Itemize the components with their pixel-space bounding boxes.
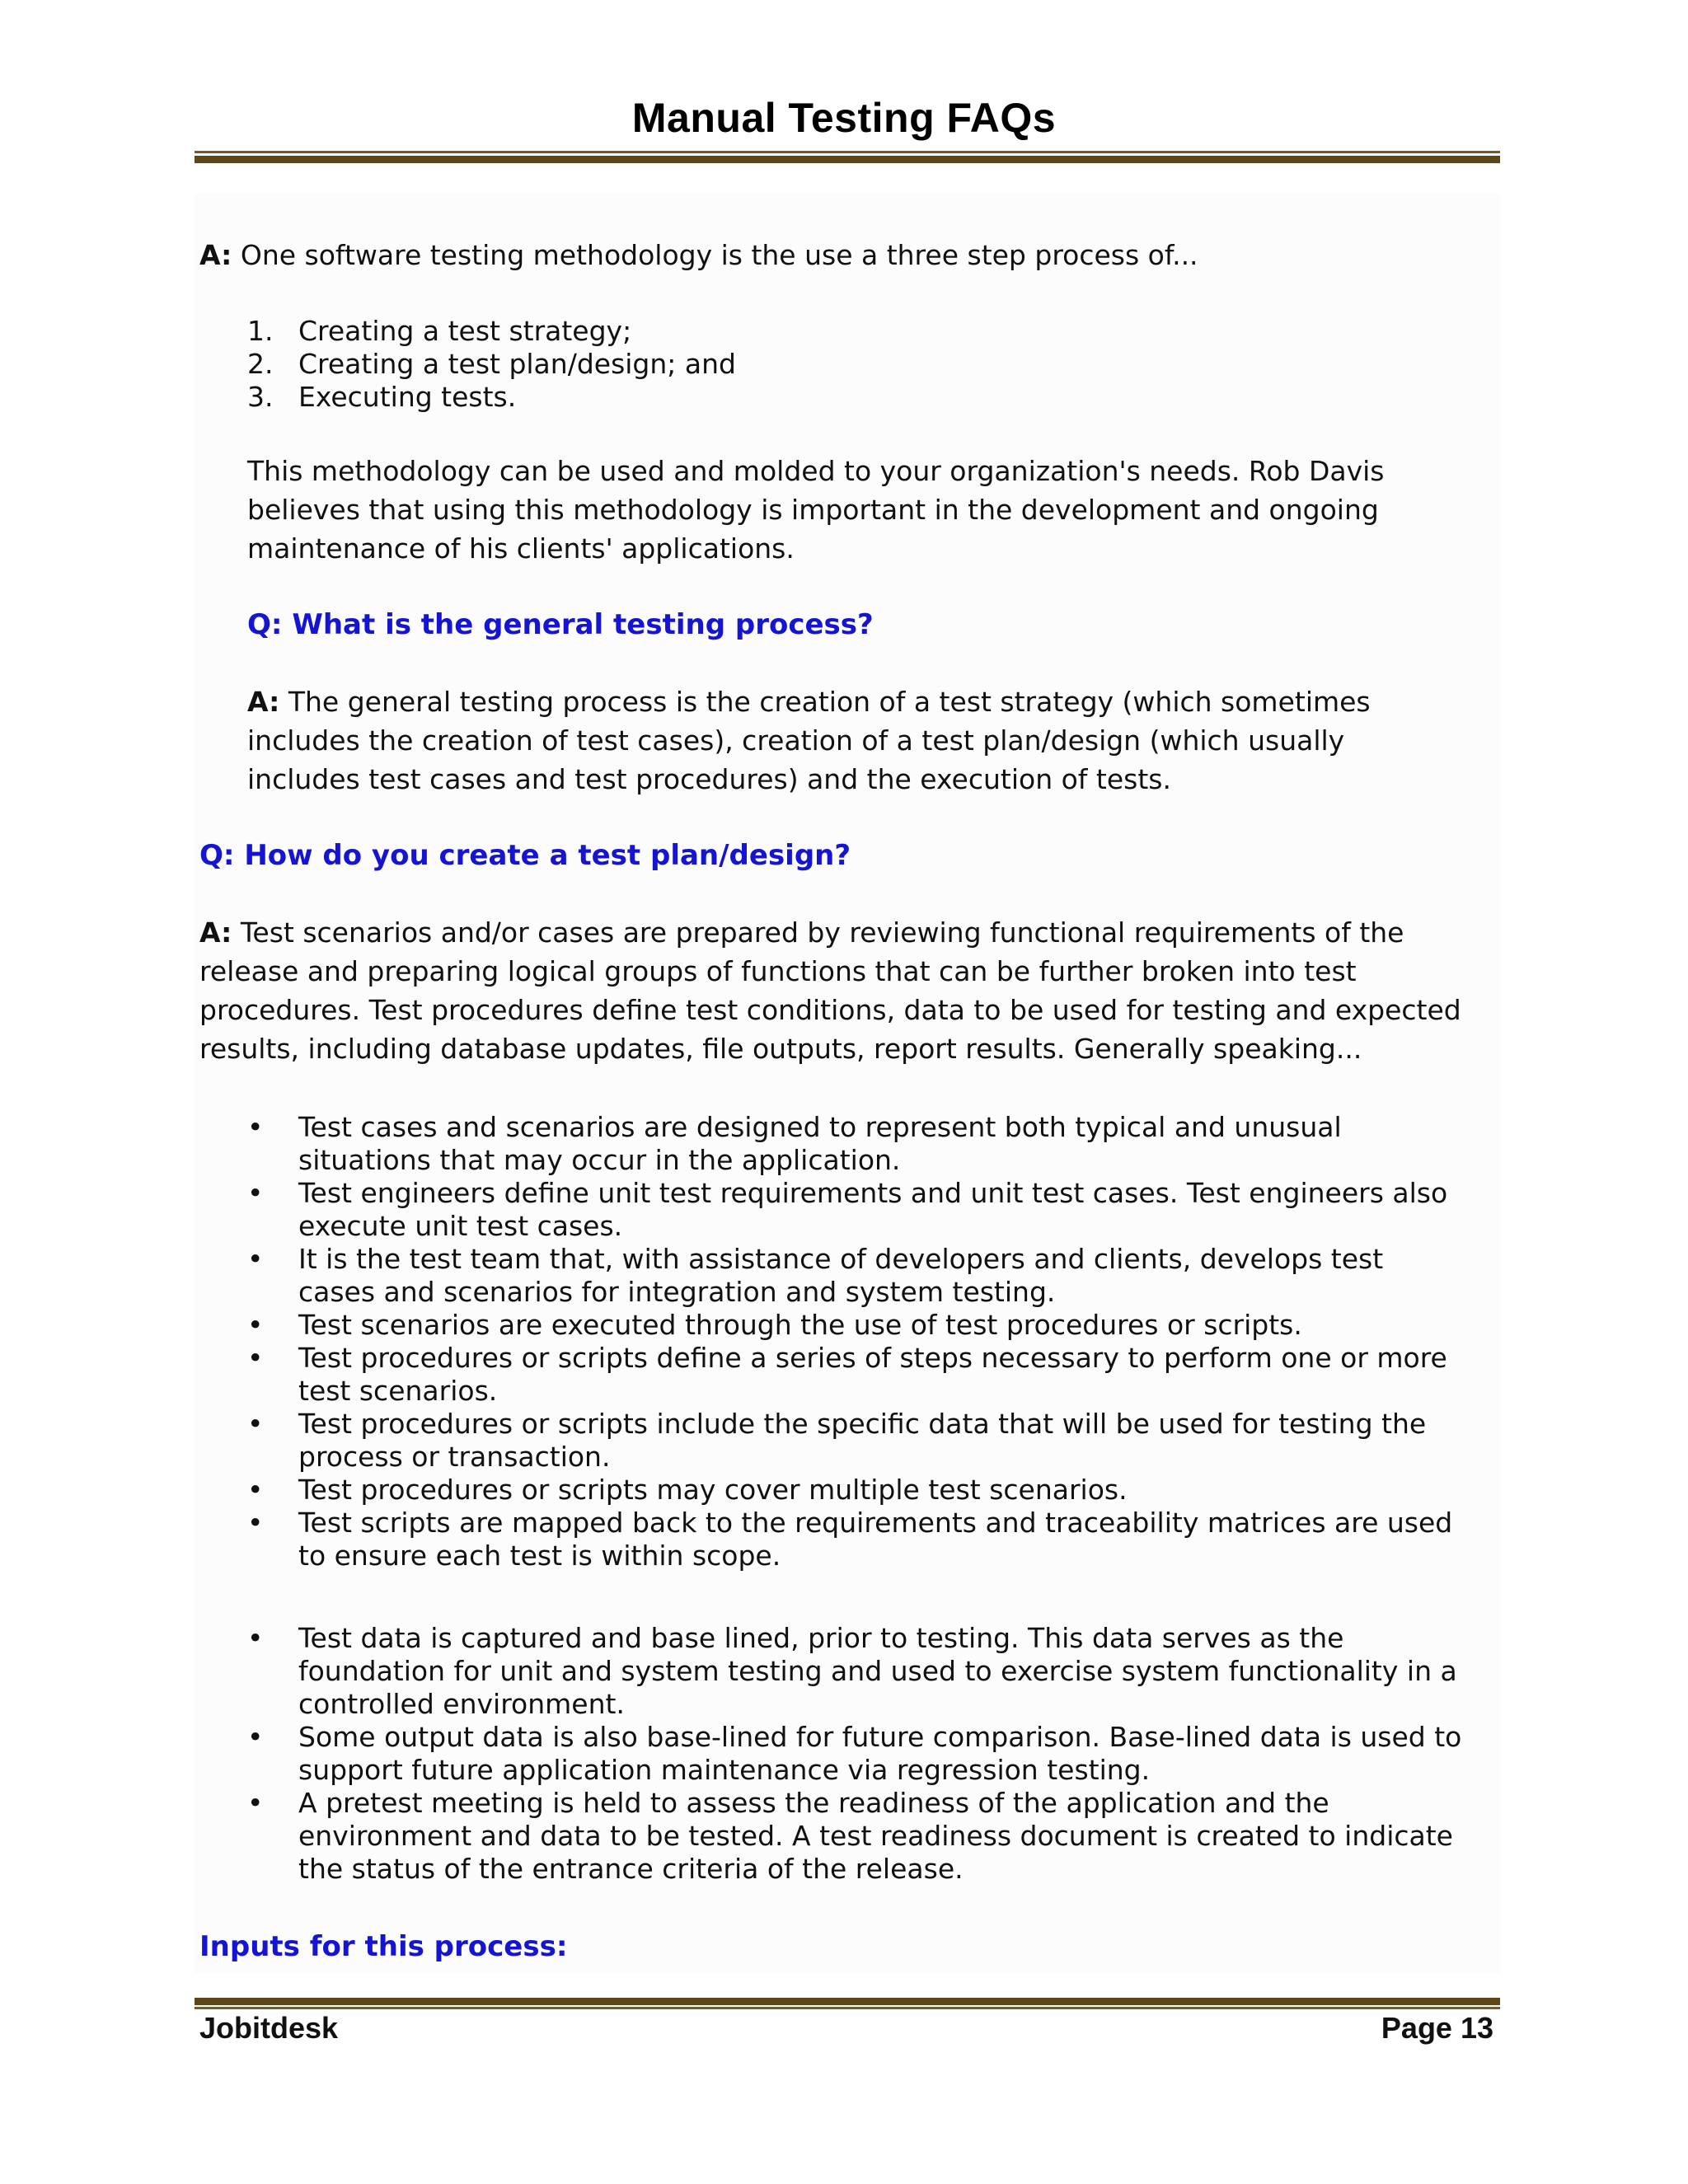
list-item: • Test procedures or scripts include the specific data that will be used for testing the process or transaction. xyxy=(247,1408,1427,1473)
page-title: Manual Testing FAQs xyxy=(631,95,1057,141)
list-item: • Test procedures or scripts may cover multiple test scenarios. xyxy=(247,1474,1128,1506)
list-item: • Test engineers define unit test requirements and unit test cases. Test engineers also execute unit test cases. xyxy=(247,1177,1448,1242)
list-item: • Test scenarios are executed through the use of test procedures or scripts. xyxy=(247,1309,1302,1341)
steps-list xyxy=(247,315,736,414)
intro-text: One software testing methodology is the use a three step process of... xyxy=(240,239,1198,271)
list-item: • Test cases and scenarios are designed to represent both typical and unusual situations that may occur in the application. xyxy=(247,1111,1342,1176)
answer-prefix: A: xyxy=(199,239,232,271)
bullet-list-2 xyxy=(247,1622,1461,1886)
list-item: 1. Creating a test strategy; xyxy=(247,315,632,347)
footer-company: Jobitdesk xyxy=(199,2011,339,2045)
list-item: • A pretest meeting is held to assess the readiness of the application and the environment and data to be tested. A test readiness document is created to indicate the status of the entrance criteria of the release. xyxy=(247,1787,1453,1885)
question-general-process: Q: What is the general testing process? xyxy=(247,608,874,641)
page-number: Page 13 xyxy=(1381,2011,1493,2045)
list-item: 2. Creating a test plan/design; and xyxy=(247,348,736,380)
list-item: 3. Executing tests. xyxy=(247,381,517,413)
footer-rule-thin xyxy=(195,2007,1500,2009)
list-item: • It is the test team that, with assistance of developers and clients, develops test cases and scenarios for integration and system testing. xyxy=(247,1243,1384,1308)
footer-rule-thick xyxy=(195,1998,1500,2005)
bullet-list-1 xyxy=(247,1111,1452,1572)
answer-test-plan: A: Test scenarios and/or cases are prepared by reviewing functional requirements of the release and preparing logical groups of functions that can be further broken into test procedures. Test procedures define test conditions, data to be used for testing and expected results, including database updates, file outputs, report results. Generally speaking... xyxy=(199,916,1461,1065)
header-rule-thin xyxy=(195,151,1500,153)
header-rule-thick xyxy=(195,156,1500,163)
answer-general-process: A: The general testing process is the creation of a test strategy (which sometimes includes the creation of test cases), creation of a test plan/design (which usually includes test cases and test procedures) and the execution of tests. xyxy=(247,686,1371,795)
list-item: • Some output data is also base-lined for future comparison. Base-lined data is used to support future application maintenance via regression testing. xyxy=(247,1721,1462,1786)
question-test-plan: Q: How do you create a test plan/design? xyxy=(199,839,851,872)
list-item: • Test data is captured and base lined, prior to testing. This data serves as the foundation for unit and system testing and used to exercise system functionality in a controlled environment. xyxy=(247,1622,1457,1720)
list-item: • Test scripts are mapped back to the requirements and traceability matrices are used to ensure each test is within scope. xyxy=(247,1507,1453,1572)
intro-answer xyxy=(199,236,1198,274)
methodology-paragraph: This methodology can be used and molded to your organization's needs. Rob Davis believes that using this methodology is important in the development and ongoing maintenance of his clients' applications. xyxy=(247,455,1385,565)
inputs-heading: Inputs for this process: xyxy=(199,1930,568,1963)
list-item: • Test procedures or scripts define a series of steps necessary to perform one or more test scenarios. xyxy=(247,1342,1447,1407)
